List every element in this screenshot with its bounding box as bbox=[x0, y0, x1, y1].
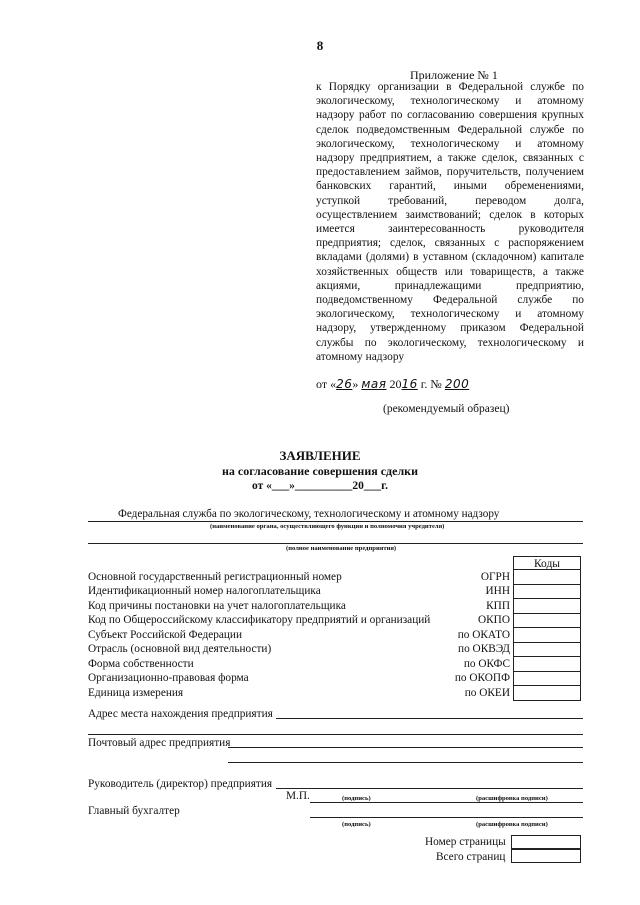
postal-line-2[interactable] bbox=[228, 762, 583, 763]
org-name-line bbox=[88, 521, 583, 522]
code-row-abbr: ОКПО bbox=[477, 614, 510, 626]
form-subtitle: на согласование совершения сделки bbox=[221, 464, 419, 478]
code-row-abbr: по ОКОПФ bbox=[454, 672, 510, 684]
order-number: 200 bbox=[444, 377, 470, 391]
codes-header: Коды bbox=[513, 556, 581, 570]
accountant-signature-caption: (подпись) bbox=[342, 821, 371, 828]
total-pages-field[interactable] bbox=[511, 849, 581, 863]
director-line[interactable] bbox=[276, 788, 583, 789]
code-value-cell[interactable] bbox=[513, 672, 581, 687]
code-value-cell[interactable] bbox=[513, 585, 581, 600]
code-row-abbr: по ОКЕИ bbox=[464, 686, 510, 699]
sample-note: (рекомендуемый образец) bbox=[383, 403, 510, 415]
accountant-decode-caption: (расшифровка подписи) bbox=[476, 821, 548, 828]
accountant-label: Главный бухгалтер bbox=[88, 805, 180, 817]
org-caption: (наименование органа, осуществляющего функции и полномочия учредителя) bbox=[210, 523, 445, 530]
code-row-abbr: по ОКВЭД bbox=[458, 643, 510, 655]
form-date-line: от «___»__________20___г. bbox=[252, 480, 388, 492]
address-label: Адрес места нахождения предприятия bbox=[88, 708, 273, 720]
code-row-abbr: ОГРН bbox=[480, 570, 510, 583]
form-title: ЗАЯВЛЕНИЕ bbox=[279, 448, 361, 463]
order-year: 16 bbox=[401, 377, 418, 391]
code-row-abbr: по ОКФС bbox=[463, 657, 510, 670]
total-pages-label: Всего страниц bbox=[436, 851, 506, 863]
director-label: Руководитель (директор) предприятия bbox=[88, 778, 273, 790]
page-number-label: Номер страницы bbox=[425, 836, 506, 848]
code-row-label: Единица измерения bbox=[88, 686, 184, 699]
code-value-cell[interactable] bbox=[513, 628, 581, 643]
enterprise-line[interactable] bbox=[88, 543, 583, 544]
code-row-abbr: КПП bbox=[486, 599, 510, 612]
director-signature-caption: (подпись) bbox=[342, 795, 371, 802]
director-decode-caption: (расшифровка подписи) bbox=[476, 795, 548, 802]
code-row-label: Код по Общероссийскому классификатору предприятий и организаций bbox=[88, 614, 431, 626]
order-reference: от «26» мая 2016 г. № 200 bbox=[316, 377, 470, 391]
org-name: Федеральная служба по экологическому, технологическому и атомному надзору bbox=[118, 508, 500, 520]
code-row-label: Код причины постановки на учет налогоплательщика bbox=[88, 599, 346, 612]
code-row-label: Основной государственный регистрационный номер bbox=[88, 570, 342, 583]
code-row-abbr: ИНН bbox=[485, 585, 510, 597]
code-value-cell[interactable] bbox=[513, 657, 581, 672]
address-line-2[interactable] bbox=[88, 734, 583, 735]
stamp-label: М.П. bbox=[286, 790, 310, 802]
appendix-text: к Порядку организации в Федеральной службе по экологическому, технологическому и атомному надзору работ по согласованию совершения крупных сделок подведомственным Федеральной службе по экологическому, технологическому и атомному надзору предприятием, а также сделок, связанных с предоставлением займов, поручительств, получением банковских гарантий, иными обременениями, уступкой требований, переводом долга, осуществлением заимствований; сделок в которых имеется заинтересованность руководителя предприятия; сделок, связанных с распоряжением вкладами (долями) в уставном (складочном) капитале хозяйственных обществ или товариществ, а также акциями, принадлежащими предприятию, подведомственному Федеральной службе по экологическому, технологическому и атомному надзору, утвержденному приказом Федеральной службы по экологическому, технологическому и атомному надзору bbox=[316, 81, 584, 363]
page-number-field[interactable] bbox=[511, 835, 581, 849]
code-value-cell[interactable] bbox=[513, 643, 581, 658]
code-row-abbr: по ОКАТО bbox=[457, 628, 510, 641]
enterprise-caption: (полное наименование предприятия) bbox=[286, 545, 397, 552]
order-month: мая bbox=[361, 377, 387, 391]
code-row-label: Организационно-правовая форма bbox=[88, 672, 249, 684]
accountant-signature-line[interactable] bbox=[310, 817, 583, 818]
code-value-cell[interactable] bbox=[513, 599, 581, 614]
code-value-cell[interactable] bbox=[513, 614, 581, 629]
code-value-cell[interactable] bbox=[513, 570, 581, 585]
order-day: 26 bbox=[336, 377, 353, 391]
code-value-cell[interactable] bbox=[513, 686, 581, 701]
director-signature-line[interactable] bbox=[310, 802, 583, 803]
code-row-label: Отрасль (основной вид деятельности) bbox=[88, 643, 272, 655]
appendix-title: Приложение № 1 bbox=[410, 68, 498, 82]
postal-label: Почтовый адрес предприятия bbox=[88, 737, 231, 749]
code-row-label: Субъект Российской Федерации bbox=[88, 628, 243, 641]
page-number: 8 bbox=[316, 38, 324, 53]
code-row-label: Форма собственности bbox=[88, 657, 194, 670]
code-row-label: Идентификационный номер налогоплательщика bbox=[88, 585, 321, 597]
postal-line[interactable] bbox=[228, 747, 583, 748]
address-line[interactable] bbox=[276, 718, 583, 719]
